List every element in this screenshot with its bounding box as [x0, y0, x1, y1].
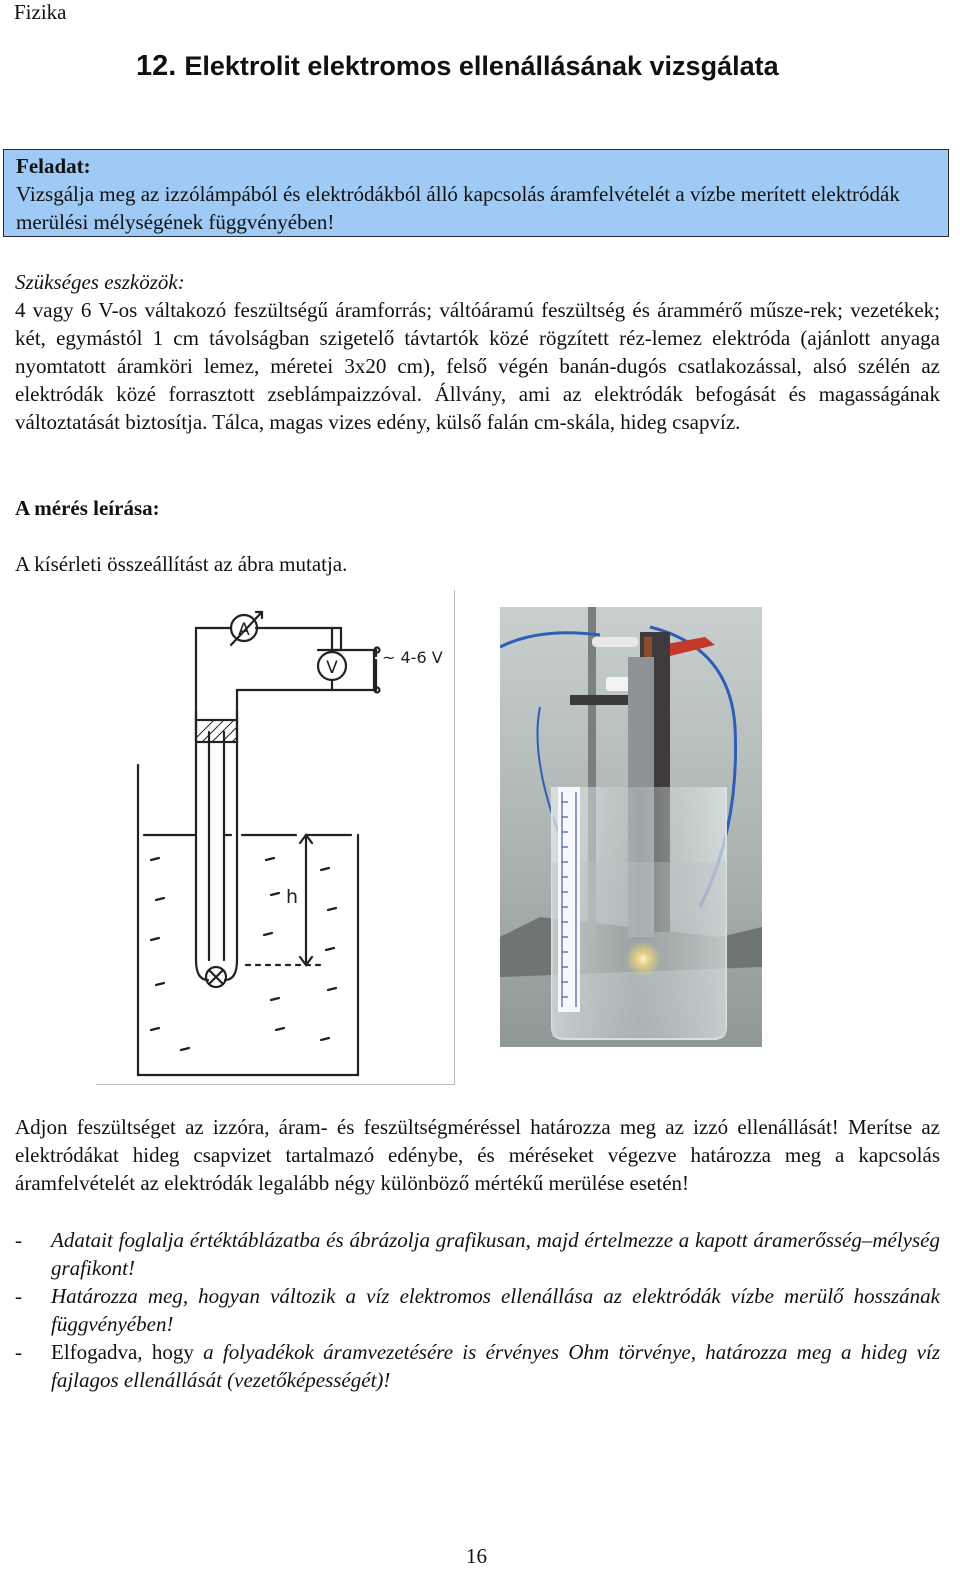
list-item-text: Adatait foglalja értéktáblázatba és ábrázolja grafikusan, majd értelmezze a kapott áramerősség–mélység grafikont!	[51, 1228, 940, 1280]
list-item	[15, 1338, 940, 1394]
list-item-text-italic: a folyadékok áramvezetésére is érvényes Ohm törvénye, határozza meg a hideg víz fajlagos ellenállását (vezetőképességét)!	[51, 1340, 941, 1392]
depth-label: h	[286, 886, 299, 908]
list-item	[15, 1282, 940, 1338]
task-box	[3, 149, 949, 237]
list-dash: -	[15, 1228, 22, 1252]
beaker-outline	[138, 765, 358, 1075]
tools-heading: Szükséges eszközök:	[15, 270, 185, 294]
instructions: Adjon feszültséget az izzóra, áram- és feszültségméréssel határozza meg az izzó ellenállását! Merítse az elektródákat hideg csapvizet tartalmazó edénybe, és méréseket végezve határozza meg a kapcsolás áramfelvételét az elektródák legalább négy különböző mértékű merülése esetén!	[15, 1115, 940, 1195]
setup-photo	[500, 607, 762, 1047]
setup-photo-image	[500, 607, 762, 1047]
task-text: Vizsgálja meg az izzólámpából és elektródákból álló kapcsolás áramfelvételét a vízbe merített elektródák merülési mélységének függvényében!	[16, 182, 900, 234]
subject-header: Fizika	[14, 0, 67, 24]
page-title	[136, 50, 779, 83]
ammeter-label: A	[238, 620, 250, 640]
circuit-diagram	[96, 590, 455, 1085]
method-intro: A kísérleti összeállítást az ábra mutatja.	[15, 552, 348, 576]
task-list	[15, 1226, 940, 1394]
title-number: 12.	[136, 50, 177, 82]
list-item-text: Határozza meg, hogyan változik a víz elektromos ellenállása az elektródák vízbe merülő hosszának függvényében!	[51, 1284, 940, 1336]
circuit-diagram-drawing	[96, 590, 454, 1084]
task-heading: Feladat:	[16, 154, 91, 178]
wire-right	[237, 660, 376, 720]
list-dash: -	[15, 1284, 22, 1308]
title-text: Elektrolit elektromos ellenállásának vizsgálata	[184, 51, 779, 81]
method-heading: A mérés leírása:	[15, 496, 160, 520]
page-number: 16	[466, 1544, 487, 1568]
depth-arrow	[300, 835, 312, 965]
tools-text: 4 vagy 6 V-os váltakozó feszültségű áramforrás; váltóáramú feszültség és árammérő műsze-rek; vezetékek; két, egymástól 1 cm távolságban szigetelő távtartók közé rögzített réz-lemez elektróda (ajánlott anyaga nyomtatott áramköri lemez, méretei 3x20 cm), felső végén banán-dugós csatlakozással, alsó szélén az elektródák közé forrasztott zseblámpaizzóval. Állvány, ami az elektródák befogását és magasságának változtatását biztosítja. Tálca, magas vizes edény, külső falán cm-skála, hideg csapvíz.	[15, 298, 940, 434]
source-label: ~ 4-6 V	[382, 648, 443, 667]
wire-top	[256, 628, 341, 650]
voltmeter-label: V	[326, 658, 338, 678]
list-item-text-plain: Elfogadva, hogy	[51, 1340, 204, 1364]
list-item	[15, 1226, 940, 1282]
list-dash: -	[15, 1340, 22, 1364]
wire-left	[196, 628, 231, 720]
